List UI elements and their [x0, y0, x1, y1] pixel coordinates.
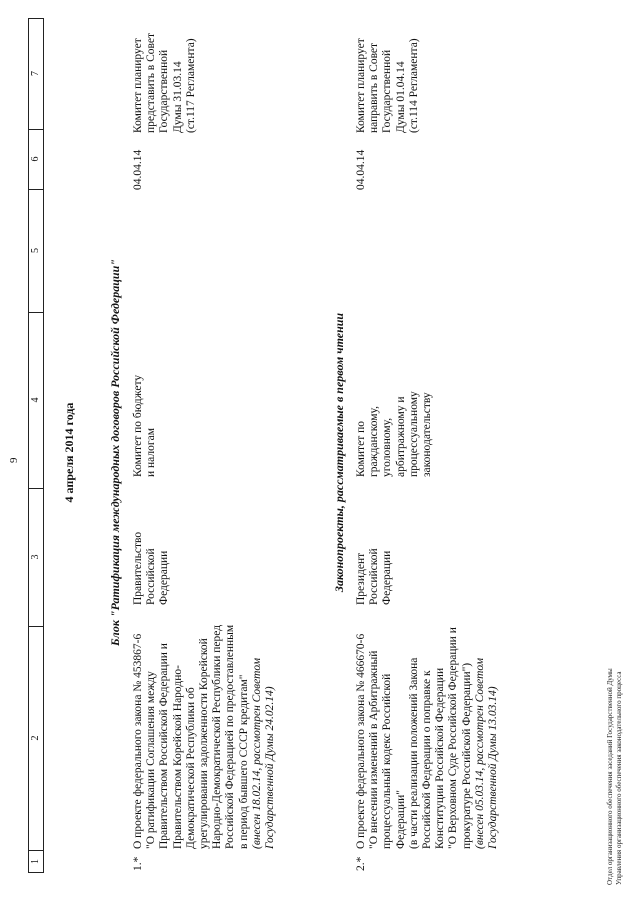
item-2-committee: Комитет по гражданскому, уголовному, арбитражному и процессуальному законодательству: [355, 391, 434, 477]
item-2-number: 2.*: [355, 856, 367, 871]
col-header-2: 2: [29, 626, 43, 851]
item-1-bill: О проекте федерального закона № 453867-6 "О ратификации Соглашения между Правительством Российской Федерации и Правительством Корейской Народно- Демократической Республики об урегулировании задолженности Корейской Народно-Демократической Республики перед Российской Федерацией по предоставленным в период бывшего СССР кредитам" (внесен 18.02.14, рассмотрен Советом Государственной Думы 24.02.14): [132, 624, 277, 849]
item-2-author: Президент Российской Федерации: [355, 548, 394, 605]
session-date: 4 апреля 2014 года: [62, 402, 76, 503]
item-2-bill: О проекте федерального закона № 466670-6 "О внесении изменений в Арбитражный процессуальный кодекс Российской Федерации" (в части реализации положений Закона Российской Федерации о поправке к Конституции Российской Федерации "О Верховном Суде Российской Федерации и прокуратуре Российской Федерации") (внесен 05.03.14, рассмотрен Советом Государственной Думы 13.03.14): [355, 627, 500, 849]
item-2-date: 04.04.14: [355, 149, 367, 190]
item-1-date: 04.04.14: [132, 149, 144, 190]
page-number: 9: [8, 457, 20, 463]
item-1-number: 1.*: [132, 856, 144, 871]
block-title: Блок "Ратификация международных договоров Российской Федерации": [108, 259, 122, 646]
col-header-7: 7: [29, 18, 43, 130]
col-header-1: 1: [30, 859, 41, 864]
col-header-5: 5: [29, 189, 43, 313]
section-title: Законопроекты, рассматриваемые в первом чтении: [332, 312, 346, 593]
item-2-plan: Комитет планирует направить в Совет Государственной Думы 01.04.14 (ст.114 Регламента): [355, 38, 420, 133]
footer-note: Отдел организационного обеспечения заседаний Государственной Думы Управления организационного обеспечения законодательного процесса: [606, 668, 623, 885]
column-header-row: [28, 18, 44, 873]
col-header-3: 3: [29, 488, 43, 627]
col-header-6: 6: [29, 129, 43, 190]
item-1-plan: Комитет планирует представить в Совет Государственной Думы 31.03.14 (ст.117 Регламента): [132, 32, 197, 133]
item-1-committee: Комитет по бюджету и налогам: [132, 374, 158, 477]
item-1-author: Правительство Российской Федерации: [132, 531, 171, 605]
col-header-4: 4: [29, 312, 43, 489]
